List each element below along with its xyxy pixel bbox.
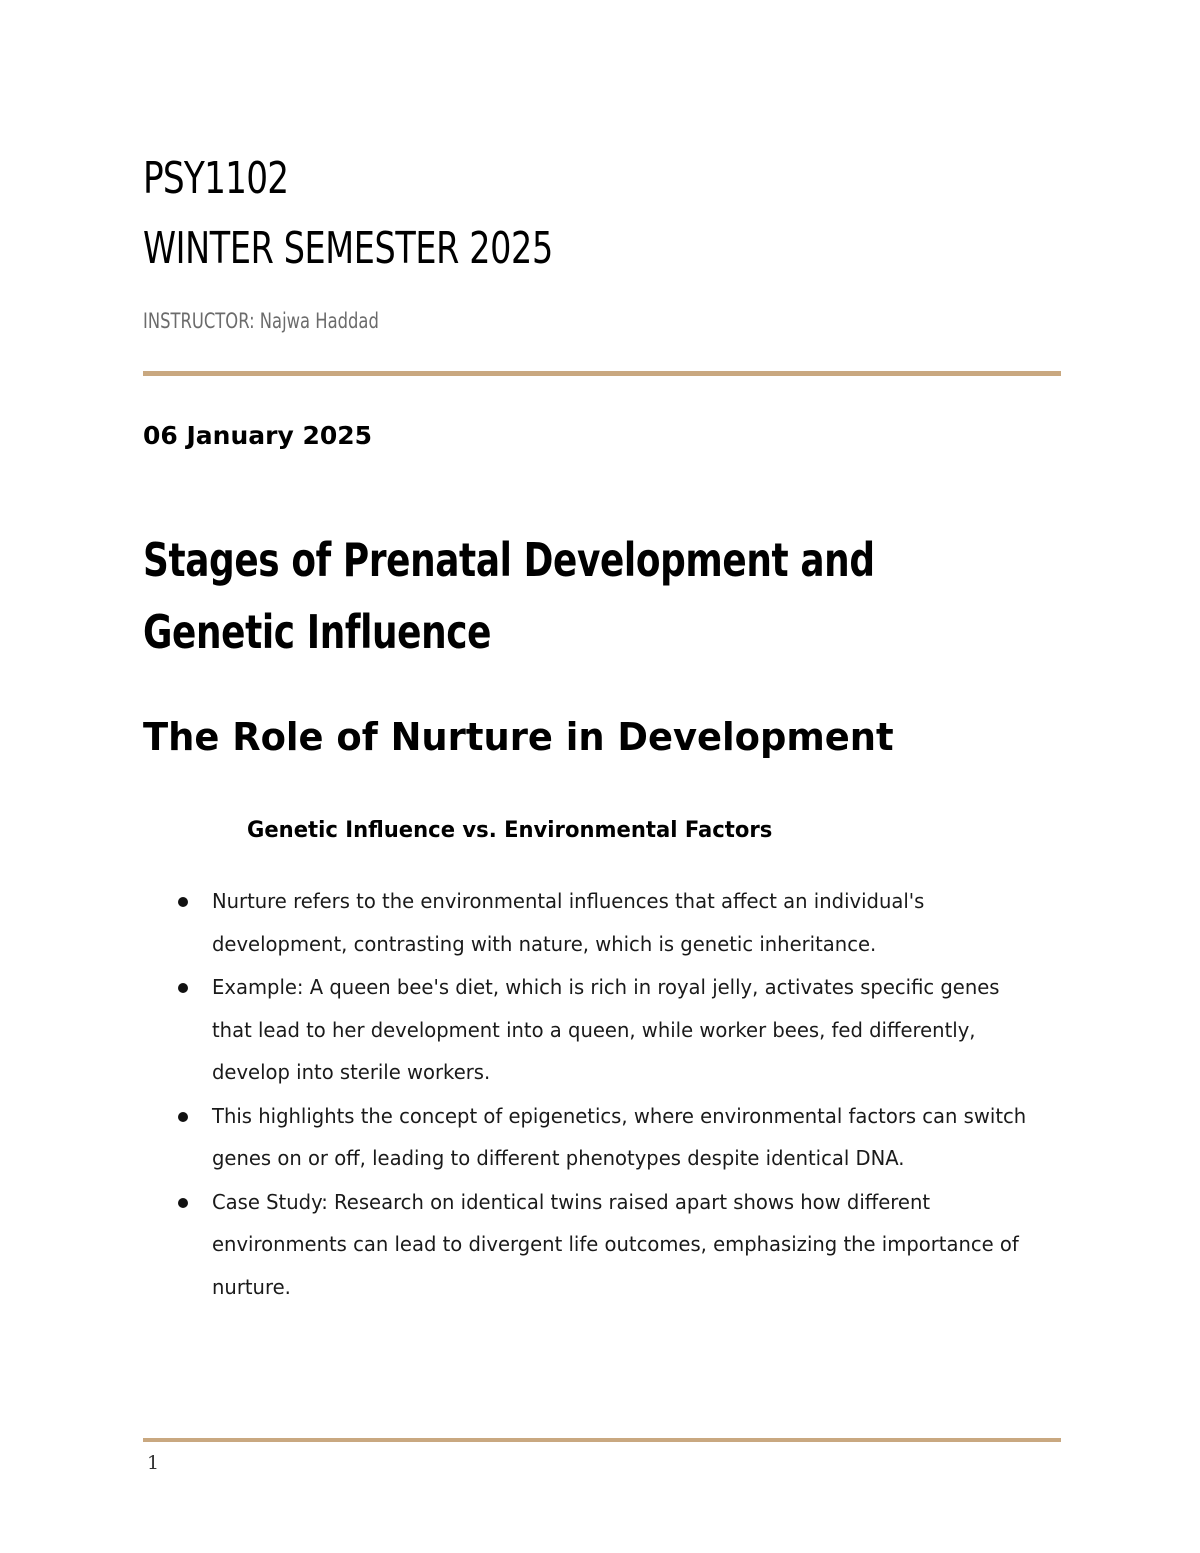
bullet-item (178, 1095, 1078, 1180)
page-number: 1 (147, 1452, 160, 1474)
bullet-dot-icon (178, 897, 188, 907)
bullet-item (178, 880, 1078, 965)
instructor-label: INSTRUCTOR: (143, 309, 255, 333)
bullet-item (178, 966, 1078, 1094)
course-code: PSY1102 (143, 153, 289, 204)
footer-divider (143, 1438, 1061, 1442)
bullet-list (178, 880, 1078, 1309)
header-divider (143, 371, 1061, 376)
instructor-name: Najwa Haddad (259, 309, 379, 333)
section-heading: The Role of Nurture in Development (143, 715, 894, 759)
sub-heading: Genetic Influence vs. Environmental Factors (247, 818, 773, 843)
bullet-dot-icon (178, 1112, 188, 1122)
bullet-text: Nurture refers to the environmental influences that affect an individual's development, contrasting with nature, which is genetic inheritance. (212, 889, 925, 956)
bullet-text: Case Study: Research on identical twins raised apart shows how different environments can lead to divergent life outcomes, emphasizing the importance of nurture. (212, 1189, 1019, 1299)
lecture-date: 06 January 2025 (143, 421, 373, 450)
bullet-dot-icon (178, 983, 188, 993)
bullet-item (178, 1181, 1078, 1309)
instructor-line (143, 306, 379, 336)
bullet-text: This highlights the concept of epigenetics, where environmental factors can switch genes on or off, leading to different phenotypes despite identical DNA. (212, 1103, 1027, 1170)
semester-title: WINTER SEMESTER 2025 (143, 223, 553, 274)
bullet-dot-icon (178, 1198, 188, 1208)
lecture-title: Stages of Prenatal Development and Genetic Influence (143, 533, 875, 659)
bullet-text: Example: A queen bee's diet, which is rich in royal jelly, activates specific genes that lead to her development into a queen, while worker bees, fed differently, develop into sterile workers. (212, 975, 1000, 1084)
